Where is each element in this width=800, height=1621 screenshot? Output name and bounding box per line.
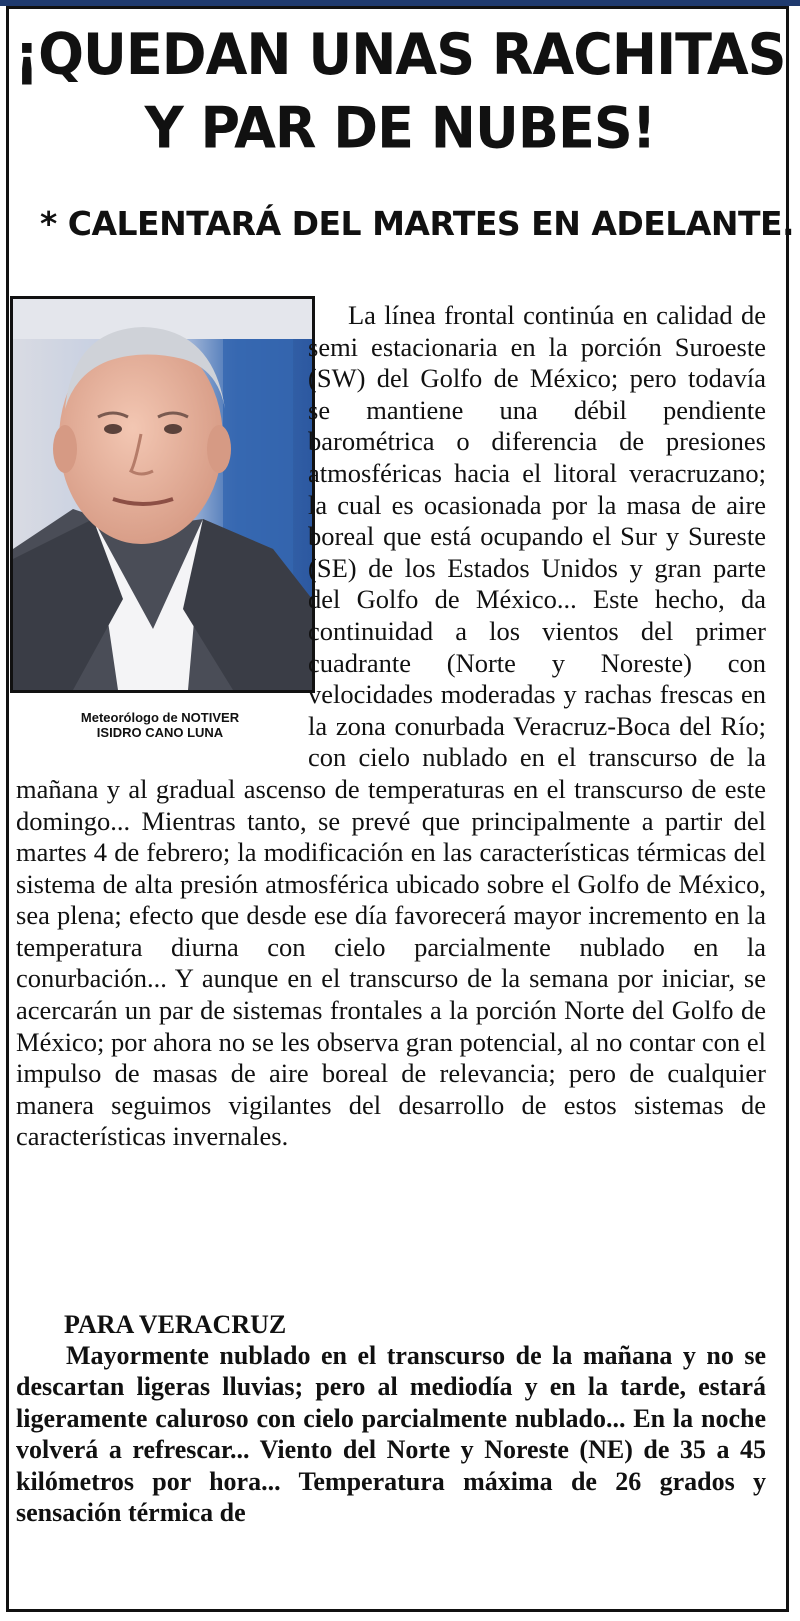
headline-line-1: ¡QUEDAN UNAS RACHITAS <box>14 21 786 88</box>
headline-line-2: Y PAR DE NUBES! <box>144 95 656 162</box>
section-heading: PARA VERACRUZ <box>64 1310 287 1339</box>
forecast-paragraph: Mayormente nublado en el transcurso de la mañana y no se descartan ligeras lluvias; pero al mediodía y en la tarde, estará ligeramente caluroso con cielo parcialmente nublado... En la noche volverá a refrescar... Viento del Norte y Noreste (NE) de 35 a 45 kilómetros por hora... Temperatura máxima de 26 grados y sensación térmica de <box>16 1341 766 1528</box>
photo-caption-line-2: ISIDRO CANO LUNA <box>96 725 224 740</box>
headline <box>0 19 800 166</box>
article-body <box>16 300 766 1153</box>
photo-wrap-spacer <box>16 300 308 770</box>
photo-caption-line-1: Meteorólogo de NOTIVER <box>80 710 240 725</box>
subheadline: * CALENTARÁ DEL MARTES EN ADELANTE. <box>40 204 795 243</box>
body-paragraph: La línea frontal continúa en calidad de semi estacionaria en la porción Suroeste (SW) del Golfo de México; pero todavía se mantiene una débil pendiente barométrica o diferencia de presiones atmosféricas hacia el litoral veracruzano; la cual es ocasionada por la masa de aire boreal que está ocupando el Sur y Sureste (SE) de los Estados Unidos y gran parte del Golfo de México... Este hecho, da continuidad a los vientos del primer cuadrante (Norte y Noreste) con velocidades moderadas y rachas frescas en la zona conurbada Veracruz-Boca del Río; con cielo nublado en el transcurso de la mañana y al gradual ascenso de temperaturas en el transcurso de este domingo... Mientras tanto, se prevé que principalmente a partir del martes 4 de febrero; la modificación en las características térmicas del sistema de alta presión atmosférica ubicado sobre el Golfo de México, sea plena; efecto que desde ese día favorecerá mayor incremento en la temperatura diurna con cielo parcialmente nublado en la conurbación... Y aunque en el transcurso de la semana por iniciar, se acercarán un par de sistemas frontales a la porción Norte del Golfo de México; por ahora no se les observa gran potencial, al no contar con el impulso de masas de aire boreal de relevancia; pero de cualquier manera seguimos vigilantes del desarrollo de estos sistemas de características invernales. <box>16 300 766 1152</box>
